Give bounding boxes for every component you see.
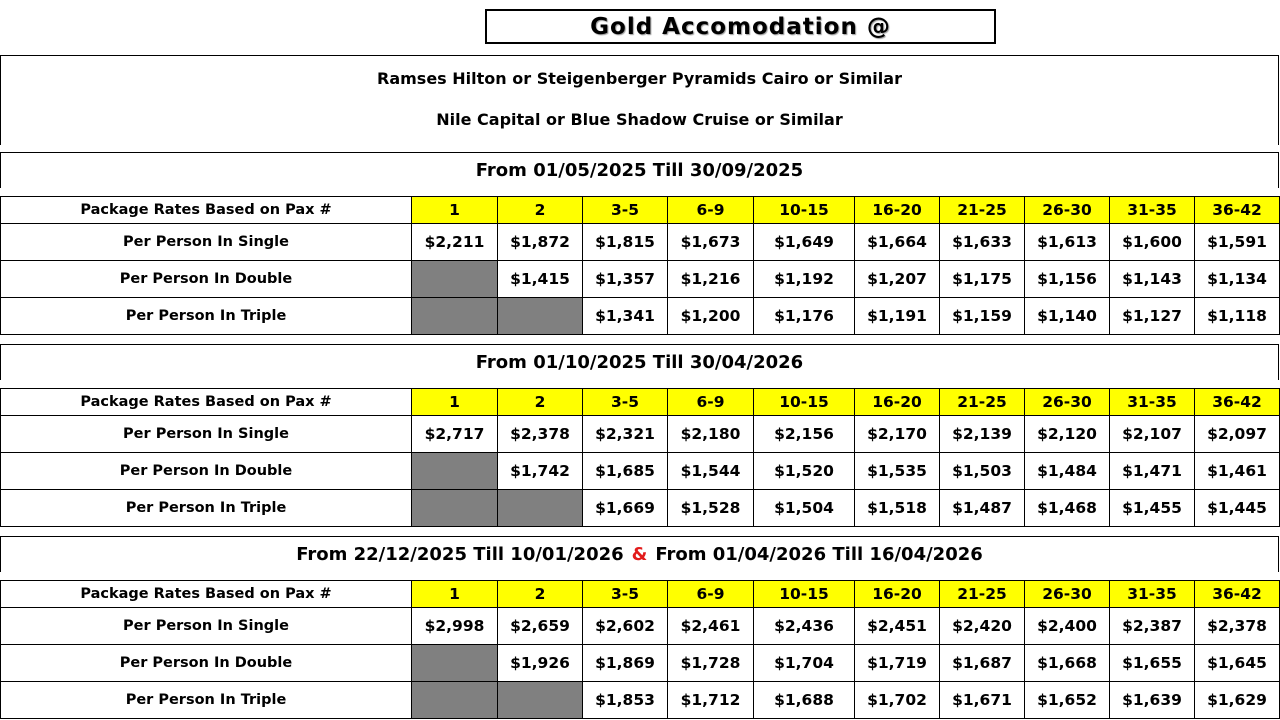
rate-cell: $2,717: [412, 416, 498, 453]
pax-header-cell: 3-5: [583, 197, 668, 224]
rates-table-1: [0, 196, 1280, 335]
rate-cell: $1,118: [1195, 298, 1280, 335]
rate-row: [1, 224, 1280, 261]
rate-cell: $1,671: [940, 682, 1025, 719]
pax-header-cell: 6-9: [668, 581, 754, 608]
pax-header-cell: 2: [498, 389, 583, 416]
pax-header-cell: 16-20: [855, 389, 940, 416]
rate-cell: $1,673: [668, 224, 754, 261]
rate-cell: $2,156: [754, 416, 855, 453]
pax-header-cell: 6-9: [668, 197, 754, 224]
rate-cell: $1,719: [855, 645, 940, 682]
rate-cell: $1,455: [1110, 490, 1195, 527]
rate-cell: $1,445: [1195, 490, 1280, 527]
rate-cell: $1,518: [855, 490, 940, 527]
rate-cell: $1,143: [1110, 261, 1195, 298]
period-1-header: [0, 152, 1279, 188]
pax-header-cell: 1: [412, 581, 498, 608]
rate-cell: $1,200: [668, 298, 754, 335]
period-1-text: From 01/05/2025 Till 30/09/2025: [475, 160, 804, 181]
hotel-info: [0, 55, 1279, 145]
rate-cell: $1,688: [754, 682, 855, 719]
unavailable-cell: [412, 682, 498, 719]
pax-header-cell: 26-30: [1025, 197, 1110, 224]
room-type-label: Per Person In Single: [1, 224, 412, 261]
pax-header-cell: 10-15: [754, 389, 855, 416]
rate-cell: $1,216: [668, 261, 754, 298]
rates-table-3: [0, 580, 1280, 719]
rate-cell: $1,639: [1110, 682, 1195, 719]
rate-cell: $2,420: [940, 608, 1025, 645]
rate-cell: $2,659: [498, 608, 583, 645]
page-title: Gold Accomodation @: [485, 9, 996, 44]
rate-cell: $1,815: [583, 224, 668, 261]
rate-cell: $1,664: [855, 224, 940, 261]
unavailable-cell: [498, 490, 583, 527]
rate-cell: $1,461: [1195, 453, 1280, 490]
unavailable-cell: [412, 298, 498, 335]
rate-cell: $2,387: [1110, 608, 1195, 645]
rate-cell: $1,728: [668, 645, 754, 682]
hotel-cairo: Ramses Hilton or Steigenberger Pyramids Cairo or Similar: [377, 69, 902, 88]
rate-cell: $1,134: [1195, 261, 1280, 298]
rate-cell: $1,159: [940, 298, 1025, 335]
rate-cell: $1,192: [754, 261, 855, 298]
rate-row: [1, 608, 1280, 645]
rate-cell: $1,633: [940, 224, 1025, 261]
room-type-label: Per Person In Single: [1, 416, 412, 453]
rate-cell: $1,341: [583, 298, 668, 335]
header-label: Package Rates Based on Pax #: [1, 389, 412, 416]
rate-cell: $1,629: [1195, 682, 1280, 719]
room-type-label: Per Person In Single: [1, 608, 412, 645]
pax-header-cell: 31-35: [1110, 389, 1195, 416]
unavailable-cell: [412, 453, 498, 490]
header-label: Package Rates Based on Pax #: [1, 581, 412, 608]
rate-cell: $2,378: [1195, 608, 1280, 645]
rate-cell: $1,504: [754, 490, 855, 527]
pax-header-cell: 2: [498, 581, 583, 608]
period-3-header: [0, 536, 1279, 572]
rate-cell: $1,468: [1025, 490, 1110, 527]
rate-cell: $1,742: [498, 453, 583, 490]
rate-cell: $2,139: [940, 416, 1025, 453]
unavailable-cell: [412, 490, 498, 527]
rate-cell: $2,461: [668, 608, 754, 645]
rate-cell: $1,535: [855, 453, 940, 490]
period-3-text-b: From 01/04/2026 Till 16/04/2026: [655, 544, 983, 565]
header-row: [1, 197, 1280, 224]
pax-header-cell: 3-5: [583, 581, 668, 608]
rate-cell: $1,704: [754, 645, 855, 682]
rate-cell: $1,357: [583, 261, 668, 298]
rate-cell: $1,520: [754, 453, 855, 490]
pax-header-cell: 16-20: [855, 581, 940, 608]
rate-cell: $1,669: [583, 490, 668, 527]
rate-cell: $2,378: [498, 416, 583, 453]
unavailable-cell: [412, 645, 498, 682]
rate-cell: $1,702: [855, 682, 940, 719]
rate-cell: $1,175: [940, 261, 1025, 298]
rate-cell: $2,120: [1025, 416, 1110, 453]
period-2-text: From 01/10/2025 Till 30/04/2026: [475, 352, 804, 373]
rate-cell: $1,127: [1110, 298, 1195, 335]
rate-cell: $1,487: [940, 490, 1025, 527]
rate-cell: $1,649: [754, 224, 855, 261]
rate-row: [1, 490, 1280, 527]
rate-cell: $2,602: [583, 608, 668, 645]
pax-header-cell: 31-35: [1110, 581, 1195, 608]
rate-cell: $1,668: [1025, 645, 1110, 682]
pax-header-cell: 16-20: [855, 197, 940, 224]
rate-cell: $1,687: [940, 645, 1025, 682]
unavailable-cell: [412, 261, 498, 298]
pax-header-cell: 6-9: [668, 389, 754, 416]
pax-header-cell: 10-15: [754, 581, 855, 608]
rate-cell: $1,600: [1110, 224, 1195, 261]
period-2-header: [0, 344, 1279, 380]
pax-header-cell: 36-42: [1195, 197, 1280, 224]
rate-cell: $1,652: [1025, 682, 1110, 719]
rate-cell: $2,180: [668, 416, 754, 453]
rate-cell: $1,712: [668, 682, 754, 719]
rate-row: [1, 682, 1280, 719]
hotel-cruise: Nile Capital or Blue Shadow Cruise or Similar: [436, 110, 843, 129]
unavailable-cell: [498, 682, 583, 719]
rate-cell: $2,097: [1195, 416, 1280, 453]
header-row: [1, 581, 1280, 608]
rate-row: [1, 261, 1280, 298]
pax-header-cell: 26-30: [1025, 581, 1110, 608]
rate-cell: $1,176: [754, 298, 855, 335]
rate-cell: $1,415: [498, 261, 583, 298]
rate-cell: $1,869: [583, 645, 668, 682]
rate-cell: $2,321: [583, 416, 668, 453]
pax-header-cell: 36-42: [1195, 581, 1280, 608]
rate-cell: $1,853: [583, 682, 668, 719]
pax-header-cell: 1: [412, 197, 498, 224]
room-type-label: Per Person In Triple: [1, 682, 412, 719]
rate-cell: $1,613: [1025, 224, 1110, 261]
rate-cell: $1,503: [940, 453, 1025, 490]
rate-cell: $1,191: [855, 298, 940, 335]
rate-cell: $2,436: [754, 608, 855, 645]
rate-cell: $1,591: [1195, 224, 1280, 261]
period-3-text-a: From 22/12/2025 Till 10/01/2026: [296, 544, 624, 565]
rate-row: [1, 416, 1280, 453]
pax-header-cell: 1: [412, 389, 498, 416]
rate-cell: $1,140: [1025, 298, 1110, 335]
unavailable-cell: [498, 298, 583, 335]
rate-row: [1, 298, 1280, 335]
rate-cell: $1,207: [855, 261, 940, 298]
pax-header-cell: 31-35: [1110, 197, 1195, 224]
room-type-label: Per Person In Triple: [1, 298, 412, 335]
rate-cell: $1,685: [583, 453, 668, 490]
rate-row: [1, 645, 1280, 682]
pax-header-cell: 3-5: [583, 389, 668, 416]
rates-table-2: [0, 388, 1280, 527]
rate-cell: $1,544: [668, 453, 754, 490]
room-type-label: Per Person In Double: [1, 453, 412, 490]
rate-cell: $2,998: [412, 608, 498, 645]
room-type-label: Per Person In Double: [1, 645, 412, 682]
rate-cell: $1,655: [1110, 645, 1195, 682]
pax-header-cell: 10-15: [754, 197, 855, 224]
rate-cell: $1,528: [668, 490, 754, 527]
pax-header-cell: 21-25: [940, 581, 1025, 608]
pax-header-cell: 36-42: [1195, 389, 1280, 416]
pax-header-cell: 21-25: [940, 389, 1025, 416]
rate-cell: $1,471: [1110, 453, 1195, 490]
rate-cell: $2,170: [855, 416, 940, 453]
rate-row: [1, 453, 1280, 490]
rate-cell: $1,926: [498, 645, 583, 682]
rate-cell: $1,484: [1025, 453, 1110, 490]
rate-cell: $2,211: [412, 224, 498, 261]
rate-cell: $1,645: [1195, 645, 1280, 682]
pax-header-cell: 26-30: [1025, 389, 1110, 416]
rate-cell: $2,107: [1110, 416, 1195, 453]
pax-header-cell: 21-25: [940, 197, 1025, 224]
header-label: Package Rates Based on Pax #: [1, 197, 412, 224]
room-type-label: Per Person In Double: [1, 261, 412, 298]
rate-cell: $2,451: [855, 608, 940, 645]
period-3-ampersand: &: [631, 544, 648, 565]
rate-cell: $1,872: [498, 224, 583, 261]
header-row: [1, 389, 1280, 416]
room-type-label: Per Person In Triple: [1, 490, 412, 527]
rate-cell: $2,400: [1025, 608, 1110, 645]
pax-header-cell: 2: [498, 197, 583, 224]
rate-cell: $1,156: [1025, 261, 1110, 298]
